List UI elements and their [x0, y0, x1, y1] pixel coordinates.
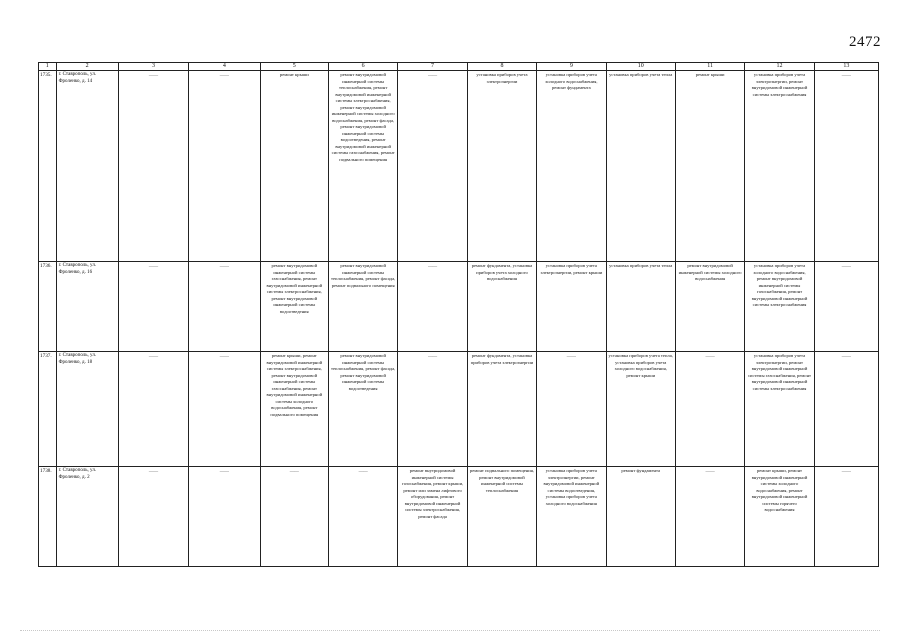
period-cell: ремонт фундамента, установка приборов учета электроэнергии [467, 352, 536, 467]
period-cell: ремонт внутридомовой инженерной системы теплоснабжения, ремонт фасада, ремонт подвального помещения [328, 262, 397, 352]
page-number: 2472 [849, 34, 881, 50]
table-row [39, 262, 879, 352]
column-number: 12 [745, 63, 814, 71]
period-cell: —— [189, 262, 260, 352]
period-cell: установка приборов учета холодного водоснабжения, ремонт фундамента [537, 71, 606, 262]
period-cell: —— [398, 352, 467, 467]
address-cell: г. Ставрополь, ул. Фроленко, д. 16 [56, 262, 118, 352]
period-cell: —— [189, 467, 260, 567]
period-cell: —— [814, 262, 878, 352]
period-cell: —— [675, 467, 744, 567]
repair-schedule-table [38, 62, 879, 567]
row-number: 1736. [39, 262, 57, 352]
period-cell: —— [814, 352, 878, 467]
period-cell: установка приборов учета холодного водоснабжения, ремонт внутридомовой инженерной системы газоснабжения, ремонт внутридомовой инженерной системы электроснабжения [745, 262, 814, 352]
column-number: 5 [260, 63, 328, 71]
period-cell: установка приборов учета электроэнергии [467, 71, 536, 262]
period-cell: —— [118, 467, 188, 567]
period-cell: установка приборов учета электроэнергии, ремонт внутридомовой инженерной системы водоотведения, установка приборов учета холодного водоснабжения [537, 467, 606, 567]
period-cell: —— [398, 262, 467, 352]
period-cell: ремонт внутридомовой инженерной системы холодного водоснабжения [675, 262, 744, 352]
column-number: 4 [189, 63, 260, 71]
column-number: 11 [675, 63, 744, 71]
address-cell: г. Ставрополь, ул. Фроленко, д. 14 [56, 71, 118, 262]
period-cell: ремонт крыши [675, 71, 744, 262]
period-cell: —— [537, 352, 606, 467]
column-number: 3 [118, 63, 188, 71]
period-cell: —— [328, 467, 397, 567]
period-cell: —— [118, 262, 188, 352]
period-cell: —— [814, 71, 878, 262]
period-cell: установка приборов учета электроэнергии, ремонт внутридомовой инженерной системы электроснабжения [745, 71, 814, 262]
table-row [39, 467, 879, 567]
column-number: 13 [814, 63, 878, 71]
column-number: 10 [606, 63, 675, 71]
period-cell: установка приборов учета тепла [606, 71, 675, 262]
period-cell: ремонт внутридомовой инженерной системы газоснабжения, ремонт внутридомовой инженерной системы электроснабжения, ремонт внутридомовой инженерной системы водоотведения [260, 262, 328, 352]
column-number: 7 [398, 63, 467, 71]
period-cell: установка приборов учета электроэнергии, ремонт внутридомовой инженерной системы газоснабжения, ремонт внутридомовой инженерной системы электроснабжения [745, 352, 814, 467]
period-cell: ремонт фундамента [606, 467, 675, 567]
address-cell: г. Ставрополь, ул. Фроленко, д. 2 [56, 467, 118, 567]
period-cell: ремонт фундамента, установка приборов учета холодного водоснабжения [467, 262, 536, 352]
period-cell: ремонт внутридомовой инженерной системы теплоснабжения, ремонт фасада, ремонт внутридомовой инженерной системы водоотведения [328, 352, 397, 467]
row-number: 1737. [39, 352, 57, 467]
period-cell: ремонт внутридомовой инженерной системы теплоснабжения, ремонт внутридомовой инженерной системы электроснабжения, ремонт внутридомовой инженерной системы холодного водоснабжения, ремонт фасада, ремонт внутридомовой инженерной системы водоотведения, ремонт внутридомовой инженерной системы газоснабжения, ремонт подвального помещения [328, 71, 397, 262]
period-cell: установка приборов учета электроэнергии, ремонт крыши [537, 262, 606, 352]
period-cell: —— [189, 71, 260, 262]
table-row [39, 352, 879, 467]
period-cell: ремонт крыши, ремонт внутридомовой инженерной системы холодного водоснабжения, ремонт внутридомовой инженерной системы горячего водоснабжения [745, 467, 814, 567]
period-cell: ремонт крыши [260, 71, 328, 262]
scan-artifact-line [20, 630, 880, 632]
column-number: 2 [56, 63, 118, 71]
period-cell: ремонт внутридомовой инженерной системы газоснабжения, ремонт крыши, ремонт или замена лифтового оборудования, ремонт внутридомовой инженерной системы электроснабжения, ремонт фасада [398, 467, 467, 567]
column-number: 1 [39, 63, 57, 71]
column-number: 8 [467, 63, 536, 71]
row-number: 1735. [39, 71, 57, 262]
period-cell: —— [675, 352, 744, 467]
row-number: 1738. [39, 467, 57, 567]
period-cell: —— [118, 71, 188, 262]
period-cell: —— [260, 467, 328, 567]
table-row [39, 71, 879, 262]
column-number: 9 [537, 63, 606, 71]
period-cell: —— [398, 71, 467, 262]
column-number-row [39, 63, 879, 71]
period-cell: —— [118, 352, 188, 467]
period-cell: установка приборов учета тепла, установка приборов учета холодного водоснабжения, ремонт крыши [606, 352, 675, 467]
period-cell: —— [189, 352, 260, 467]
period-cell: ремонт крыши, ремонт внутридомовой инженерной системы электроснабжения, ремонт внутридомовой инженерной системы газоснабжения, ремонт внутридомовой инженерной системы холодного водоснабжения, ремонт подвального помещения [260, 352, 328, 467]
period-cell: —— [814, 467, 878, 567]
period-cell: установка приборов учета тепла [606, 262, 675, 352]
column-number: 6 [328, 63, 397, 71]
address-cell: г. Ставрополь, ул. Фроленко, д. 18 [56, 352, 118, 467]
period-cell: ремонт подвального помещения, ремонт внутридомовой инженерной системы теплоснабжения [467, 467, 536, 567]
